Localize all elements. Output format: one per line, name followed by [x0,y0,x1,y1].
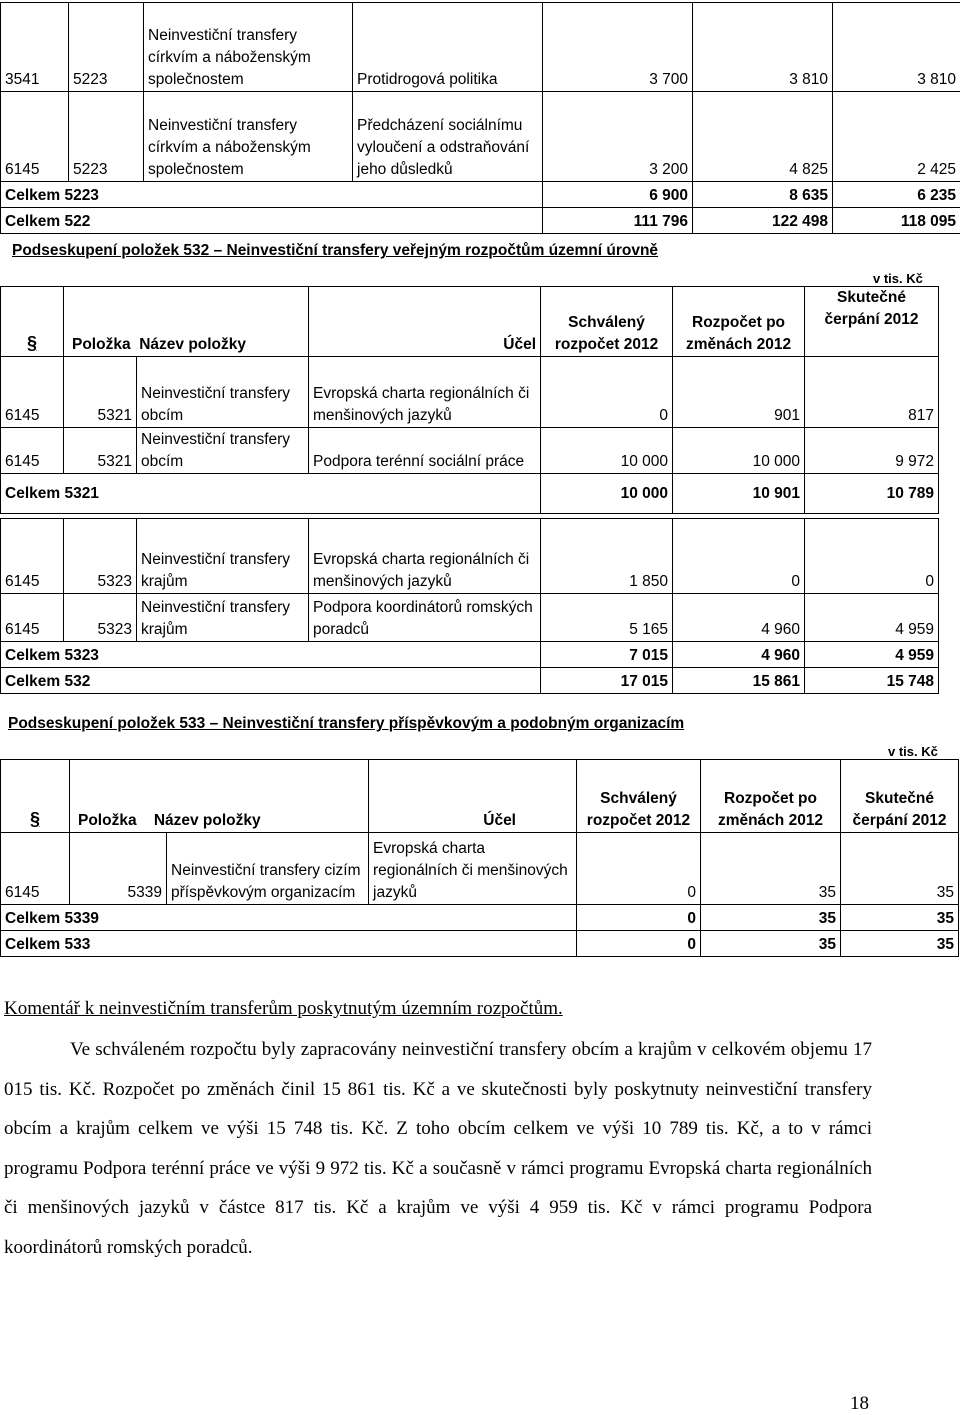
purpose-cell: Evropská charta regionálních či menšinových jazyků [369,833,577,905]
paragraph-header: § [1,760,70,833]
changed-cell: 10 901 [673,474,805,514]
approved-cell: 0 [577,833,701,905]
total-row [1,642,939,668]
paragraph-cell: 6145 [1,357,64,428]
comment-paragraph [4,1030,872,1268]
table-row [1,428,939,474]
actual-cell: 35 [841,931,959,957]
approved-cell: 0 [541,357,673,428]
actual-cell: 10 789 [805,474,939,514]
actual-cell: 6 235 [833,182,960,208]
header-row [1,760,959,833]
actual-cell: 817 [805,357,939,428]
total-label: Celkem 522 [1,208,543,234]
table-532-5323 [0,518,939,694]
item-cell: 5323 [64,519,137,594]
total-row [1,905,959,931]
total-label: Celkem 5323 [1,642,541,668]
total-label: Celkem 5223 [1,182,543,208]
purpose-cell: Podpora terénní sociální práce [309,428,541,474]
item-cell: 5321 [64,428,137,474]
paragraph-cell: 6145 [1,519,64,594]
total-row [1,474,939,514]
table-row [1,519,939,594]
unit-label: v tis. Kč [888,744,938,759]
approved-cell: 1 850 [541,519,673,594]
paragraph-cell: 6145 [1,594,64,642]
actual-cell: 35 [841,833,959,905]
page-number: 18 [850,1393,869,1415]
paragraph-cell: 3541 [1,3,69,92]
purpose-cell: Evropská charta regionálních či menšinových jazyků [309,357,541,428]
actual-cell: 4 959 [805,594,939,642]
actual-cell: 35 [841,905,959,931]
item-cell: 5223 [69,3,144,92]
item-cell: 5321 [64,357,137,428]
comment-text: Ve schváleném rozpočtu byly zapracovány neinvestiční transfery obcím a krajům v celkovém objemu 17 015 tis. Kč. Rozpočet po změnách činil 15 861 tis. Kč a ve skutečnosti byly poskytnuty neinvestiční transfery obcím a krajům celkem ve výši 15 748 tis. Kč. Z toho obcím celkem ve výši 10 789 tis. Kč, a to v rámci programu Podpora terénní práce ve výši 9 972 tis. Kč a současně v rámci programu Evropská charta regionálních či menšinových jazyků v částce 817 tis. Kč a krajům ve výši 4 959 tis. Kč v rámci programu Podpora koordinátorů romských poradců. [4,1030,872,1268]
item-header: Položka Název položky [70,760,369,833]
actual-cell: 3 810 [833,3,960,92]
approved-cell: 7 015 [541,642,673,668]
actual-cell: 4 959 [805,642,939,668]
table-row [1,92,960,182]
paragraph-cell: 6145 [1,92,69,182]
item-name-cell: Neinvestiční transfery obcím [137,357,309,428]
table-row [1,357,939,428]
actual-cell: 0 [805,519,939,594]
changed-cell: 10 000 [673,428,805,474]
total-row [1,182,960,208]
table-row [1,594,939,642]
table-row [1,3,960,92]
item-name-cell: Neinvestiční transfery krajům [137,519,309,594]
approved-cell: 3 200 [543,92,693,182]
approved-cell: 6 900 [543,182,693,208]
total-row [1,931,959,957]
approved-cell: 3 700 [543,3,693,92]
changed-cell: 4 960 [673,594,805,642]
paragraph-cell: 6145 [1,428,64,474]
item-cell: 5339 [70,833,167,905]
actual-cell: 15 748 [805,668,939,694]
total-label: Celkem 5339 [1,905,577,931]
table-row [1,833,959,905]
actual-cell: 118 095 [833,208,960,234]
total-row [1,668,939,694]
item-name-cell: Neinvestiční transfery obcím [137,428,309,474]
comment-title: Komentář k neinvestičním transferům poskytnutým územním rozpočtům. [4,998,563,1020]
changed-cell: 35 [701,905,841,931]
changed-header: Rozpočet po změnách 2012 [701,760,841,833]
purpose-cell: Podpora koordinátorů romských poradců [309,594,541,642]
table-533 [0,759,959,957]
total-label: Celkem 533 [1,931,577,957]
total-row [1,208,960,234]
approved-cell: 5 165 [541,594,673,642]
approved-cell: 0 [577,905,701,931]
paragraph-header: § [1,287,64,357]
paragraph-cell: 6145 [1,833,70,905]
section-533-title: Podseskupení položek 533 – Neinvestiční transfery příspěvkovým a podobným organizacím [8,715,684,733]
actual-header: Skutečné čerpání 2012 [805,287,939,357]
table-532-5321 [0,286,939,514]
approved-cell: 10 000 [541,428,673,474]
changed-cell: 4 825 [693,92,833,182]
changed-cell: 35 [701,833,841,905]
changed-cell: 8 635 [693,182,833,208]
approved-cell: 0 [577,931,701,957]
changed-cell: 35 [701,931,841,957]
purpose-cell: Protidrogová politika [353,3,543,92]
approved-header: Schválený rozpočet 2012 [577,760,701,833]
changed-cell: 4 960 [673,642,805,668]
purpose-cell: Evropská charta regionálních či menšinových jazyků [309,519,541,594]
item-name-cell: Neinvestiční transfery církvím a náboženským společnostem [144,92,353,182]
approved-header: Schválený rozpočet 2012 [541,287,673,357]
actual-cell: 2 425 [833,92,960,182]
purpose-cell: Předcházení sociálnímu vyloučení a odstraňování jeho důsledků [353,92,543,182]
changed-cell: 15 861 [673,668,805,694]
changed-cell: 3 810 [693,3,833,92]
total-label: Celkem 5321 [1,474,541,514]
changed-header: Rozpočet po změnách 2012 [673,287,805,357]
purpose-header: Účel [309,287,541,357]
section-532-title: Podseskupení položek 532 – Neinvestiční transfery veřejným rozpočtům územní úrovně [12,242,658,260]
approved-cell: 111 796 [543,208,693,234]
top-table [0,2,960,234]
unit-label: v tis. Kč [873,271,923,286]
total-label: Celkem 532 [1,668,541,694]
approved-cell: 17 015 [541,668,673,694]
actual-header: Skutečné čerpání 2012 [841,760,959,833]
header-row [1,287,939,357]
item-header: Položka Název položky [64,287,309,357]
changed-cell: 122 498 [693,208,833,234]
item-name-cell: Neinvestiční transfery cizím příspěvkovým organizacím [167,833,369,905]
purpose-header: Účel [369,760,577,833]
item-name-cell: Neinvestiční transfery krajům [137,594,309,642]
item-cell: 5223 [69,92,144,182]
item-cell: 5323 [64,594,137,642]
approved-cell: 10 000 [541,474,673,514]
changed-cell: 0 [673,519,805,594]
actual-cell: 9 972 [805,428,939,474]
changed-cell: 901 [673,357,805,428]
item-name-cell: Neinvestiční transfery církvím a náboženským společnostem [144,3,353,92]
